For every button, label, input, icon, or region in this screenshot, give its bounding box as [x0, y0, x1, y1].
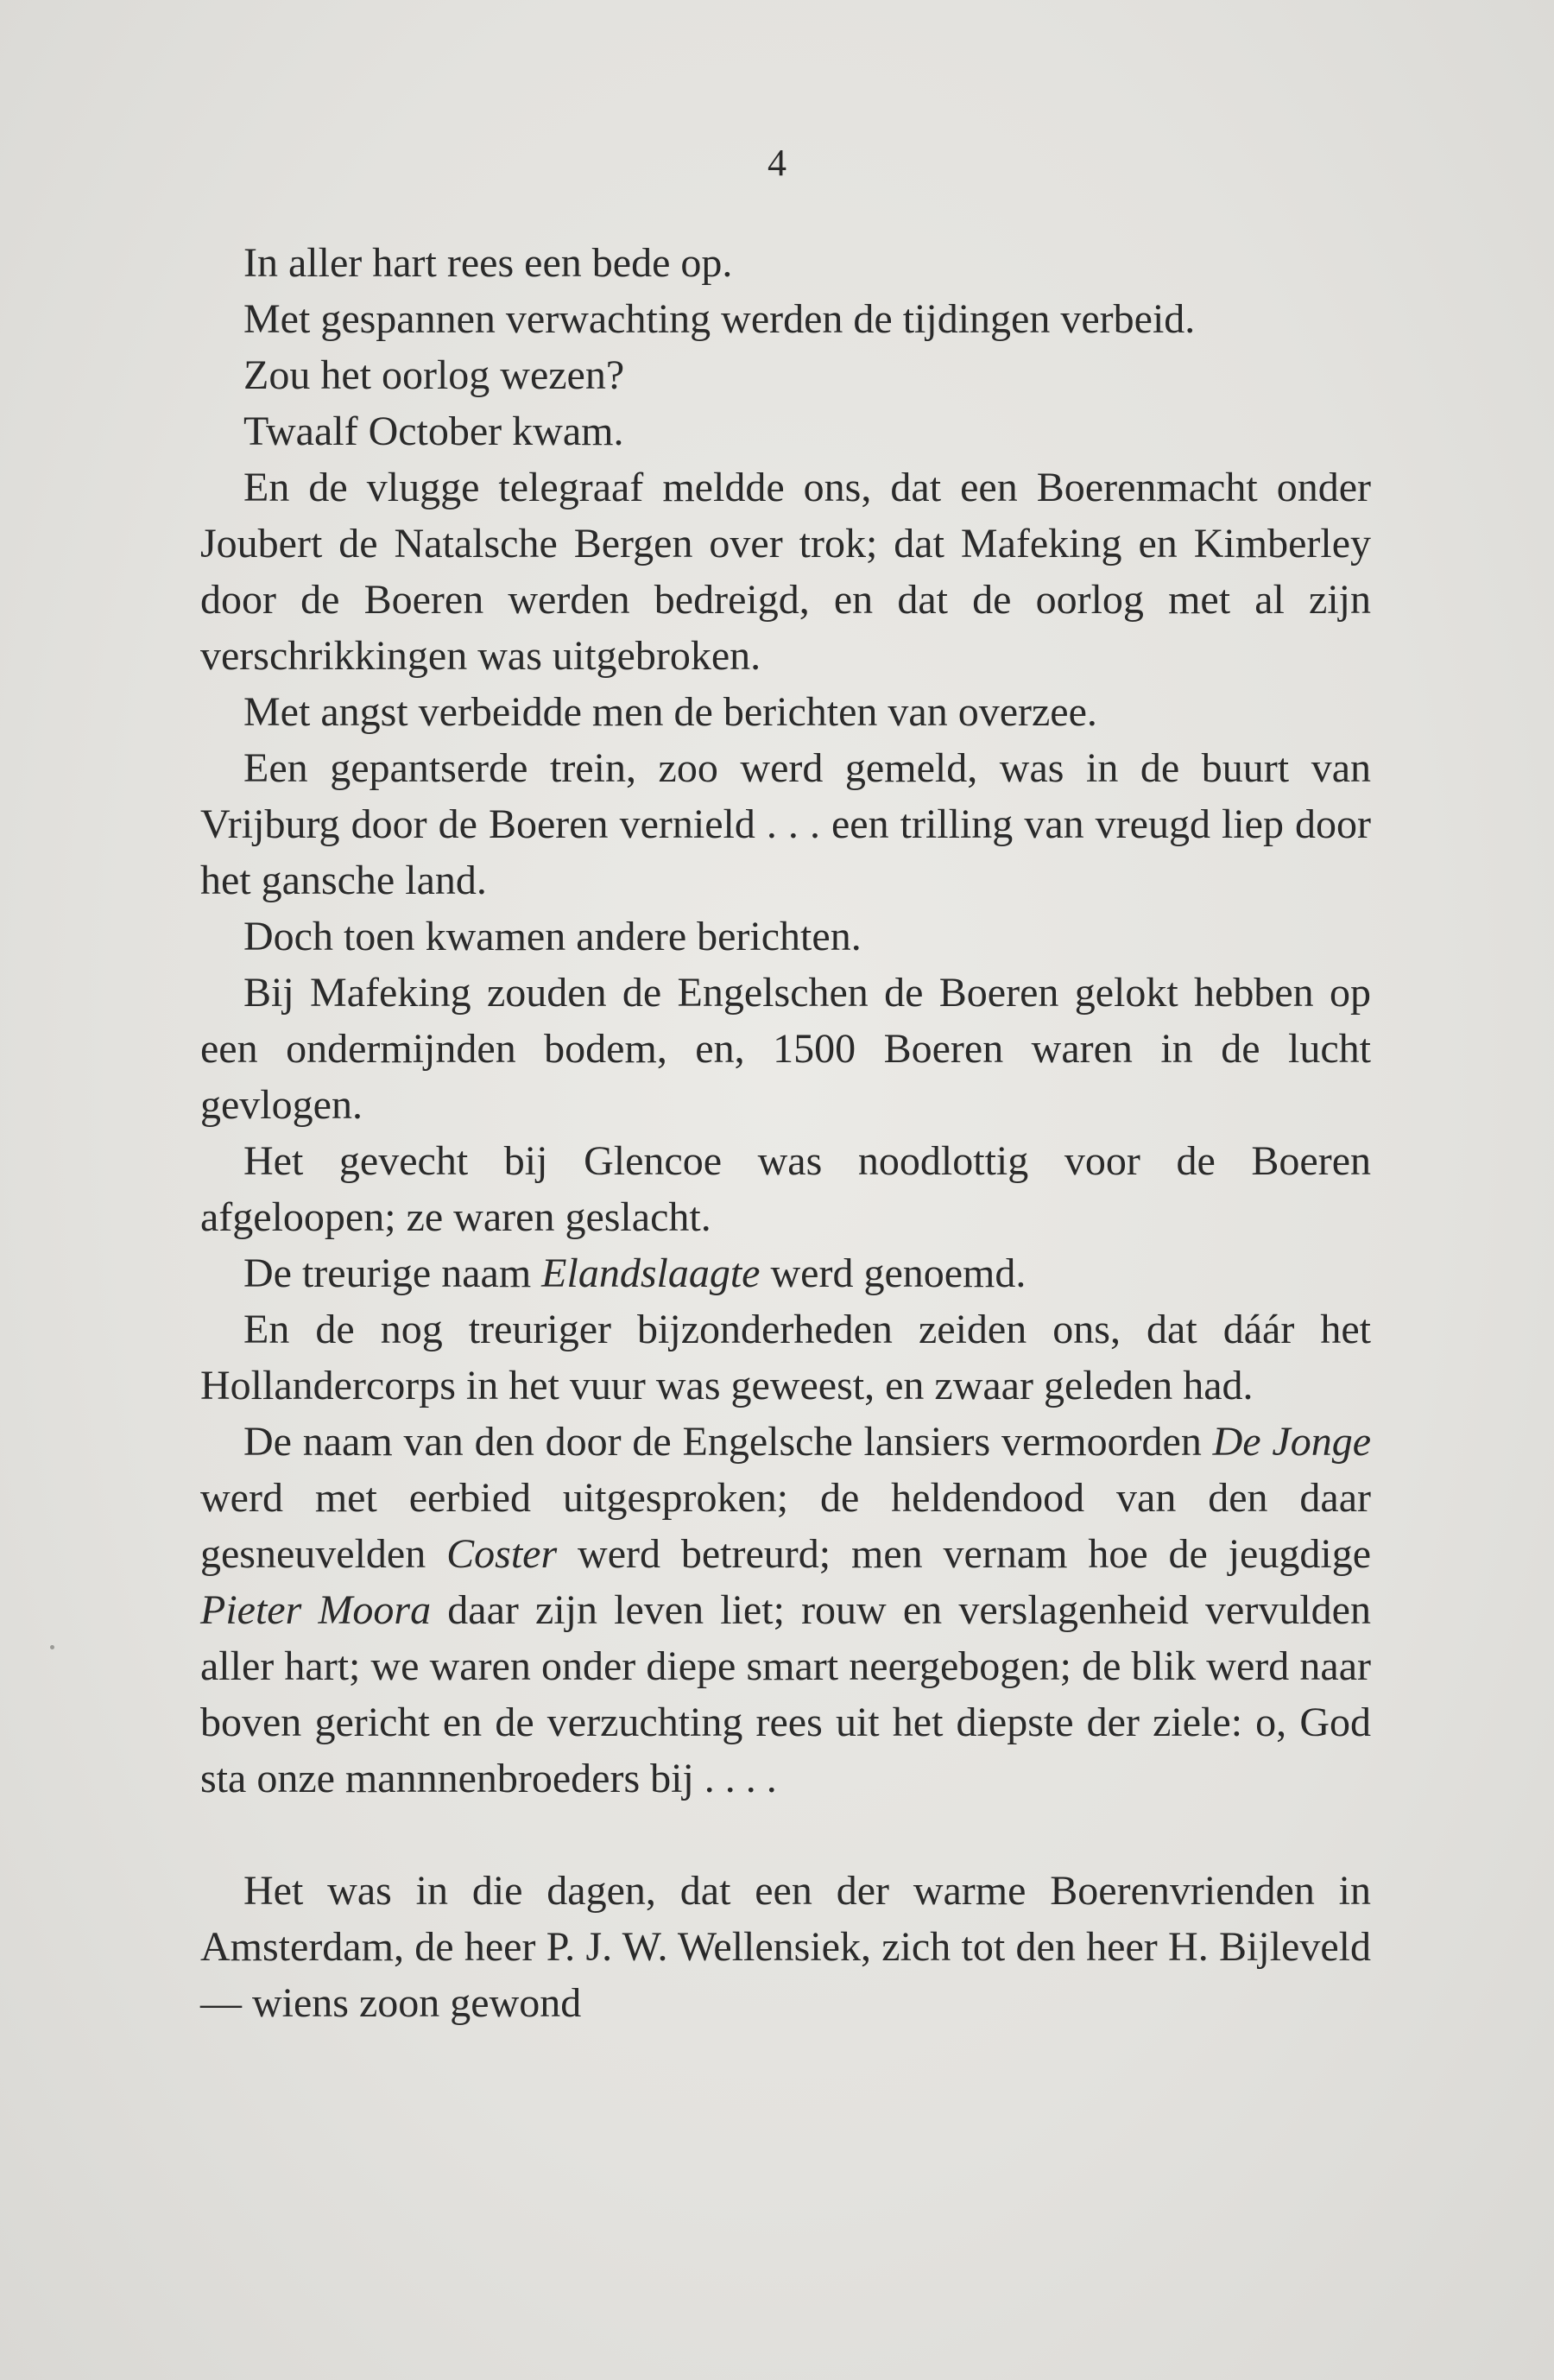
paragraph: In aller hart rees een bede op. [243, 240, 733, 286]
paragraph: En de vlugge telegraaf meldde ons, dat een Boerenmacht onder Joubert de Natalsche Bergen over trok; dat Mafeking en Kimberley door de Boeren werden bedreigd, en dat de oorlog met al zijn verschrikkingen was uitgebroken. [200, 465, 1371, 679]
paragraph: Twaalf October kwam. [243, 408, 624, 454]
place-name-elandslaagte: Elandslaagte [541, 1250, 761, 1296]
paragraph: Zou het oorlog wezen? [243, 352, 625, 398]
paragraph: Het gevecht bij Glencoe was noodlottig voor de Boeren afgeloopen; ze waren geslacht. [200, 1138, 1371, 1240]
text-run: werd genoemd. [760, 1250, 1027, 1296]
person-name-pieter-moora: Pieter Moora [200, 1587, 432, 1633]
paragraph: Met angst verbeidde men de berichten van overzee. [243, 689, 1097, 735]
paragraph: Het was in die dagen, dat een der warme Boerenvrienden in Amsterdam, de heer P. J. W. Wellensiek, zich tot den heer H. Bijleveld — wiens zoon gewond [200, 1868, 1371, 2026]
paragraph: Met gespannen verwachting werden de tijdingen verbeid. [243, 296, 1196, 342]
paragraph [200, 1245, 1371, 1301]
text-run: De naam van den door de Engelsche lansiers vermoorden [243, 1419, 1213, 1465]
page-number: 4 [768, 142, 786, 184]
text-run: daar zijn leven liet; rouw en verslagenheid vervulden aller hart; we waren onder diepe smart neergebogen; de blik werd naar boven gericht en de verzuchting rees uit het diepste der ziele: o, God sta onze mannnenbroeders bij . . . . [200, 1587, 1371, 1801]
text-run: werd met eerbied uitgesproken; de heldendood van den daar gesneuvelden [200, 1475, 1371, 1577]
person-name-de-jonge: De Jonge [1212, 1419, 1371, 1465]
person-name-coster: Coster [446, 1531, 558, 1577]
text-run: werd betreurd; men vernam hoe de jeugdige [557, 1531, 1371, 1577]
paragraph: Een gepantserde trein, zoo werd gemeld, was in de buurt van Vrijburg door de Boeren vernield . . . een trilling van vreugd liep door het gansche land. [200, 745, 1371, 903]
paragraph [200, 1414, 1371, 1807]
body-text [200, 235, 1371, 2031]
paragraph: Doch toen kwamen andere berichten. [243, 914, 862, 959]
paper-speck [50, 1645, 54, 1649]
text-run: De treurige naam [243, 1250, 542, 1296]
paragraph: En de nog treuriger bijzonderheden zeiden ons, dat dáár het Hollandercorps in het vuur was geweest, en zwaar geleden had. [200, 1307, 1371, 1408]
paragraph: Bij Mafeking zouden de Engelschen de Boeren gelokt hebben op een ondermijnden bodem, en, 1500 Boeren waren in de lucht gevlogen. [200, 970, 1371, 1128]
